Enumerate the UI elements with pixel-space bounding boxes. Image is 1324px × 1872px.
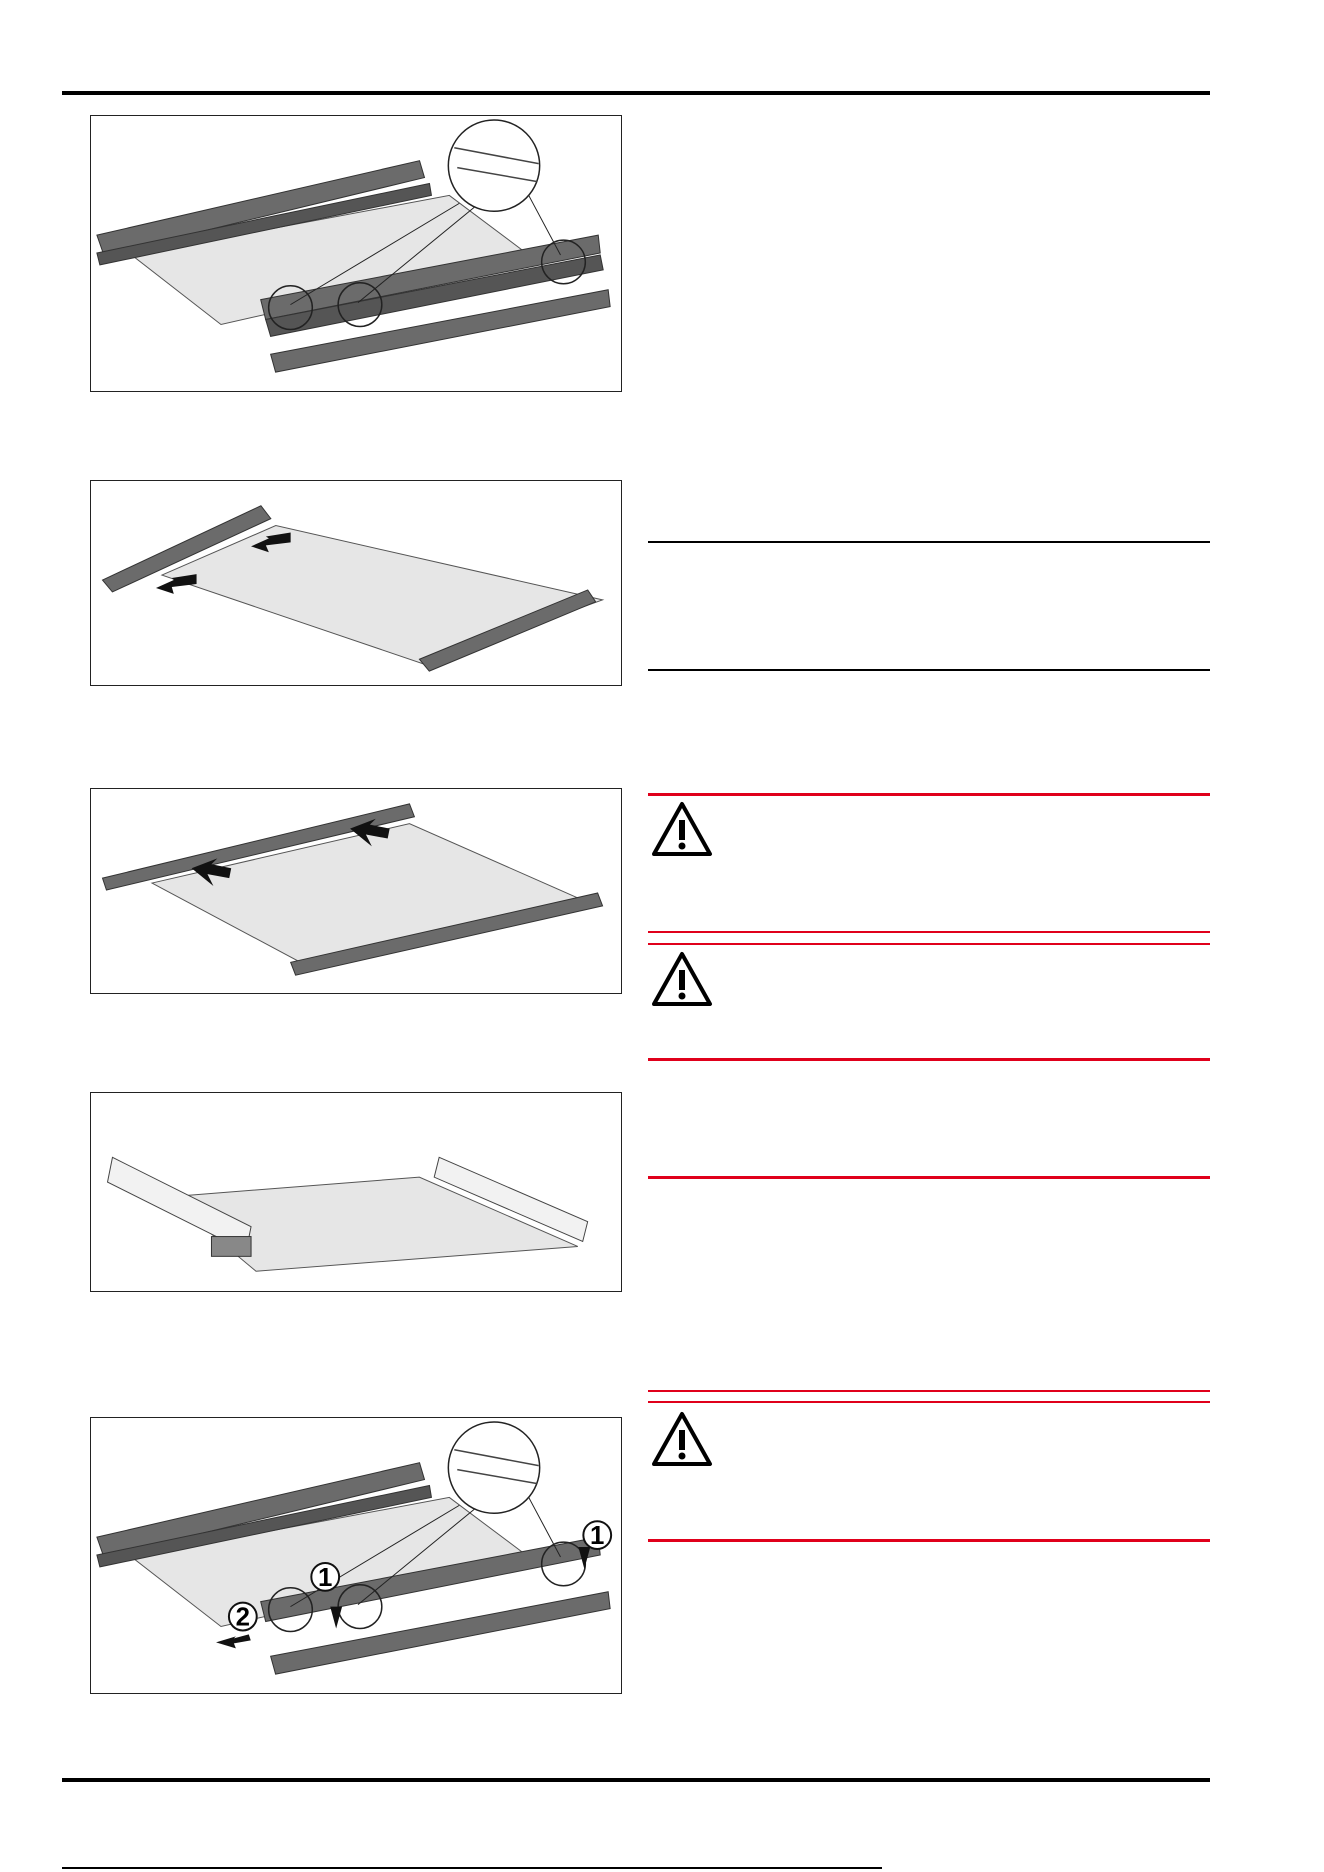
shelf-rails-illustration — [91, 116, 621, 391]
callout-1-label: 1 — [318, 1563, 333, 1592]
footer-rule — [62, 1778, 1210, 1782]
rail-insert-illustration — [91, 481, 621, 685]
zoom-circle — [448, 120, 539, 211]
footer-line — [62, 1867, 882, 1869]
figure-rails-remove-steps — [90, 1417, 622, 1694]
figure-rail-insert-arrows — [90, 480, 622, 686]
warning-rule — [648, 1176, 1210, 1179]
header-rule — [62, 91, 1210, 95]
warning-rule-top — [648, 793, 1210, 796]
section-rule — [648, 669, 1210, 671]
warning-triangle-icon — [650, 1410, 714, 1468]
section-rule — [648, 541, 1210, 543]
warning-rule-bottom — [648, 1539, 1210, 1542]
figure-rails-light-mounted — [90, 1092, 622, 1292]
warning-rule-top — [648, 943, 1210, 945]
light-rails-illustration — [91, 1093, 621, 1291]
figure-shelf-rails-lock-detail — [90, 115, 622, 392]
arrow-left-icon — [216, 1634, 251, 1648]
rails-remove-illustration — [91, 1418, 621, 1693]
warning-rule-top — [648, 1390, 1210, 1392]
callout-1-label: 1 — [590, 1522, 605, 1551]
warning-rule-bottom — [648, 931, 1210, 933]
callout-2-label: 2 — [235, 1603, 251, 1632]
warning-rule-bottom — [648, 1058, 1210, 1061]
figure-rail-push-down-arrows — [90, 788, 622, 994]
rail-push-illustration — [91, 789, 621, 993]
warning-rule-top — [648, 1401, 1210, 1403]
warning-triangle-icon — [650, 950, 714, 1008]
warning-triangle-icon — [650, 800, 714, 858]
